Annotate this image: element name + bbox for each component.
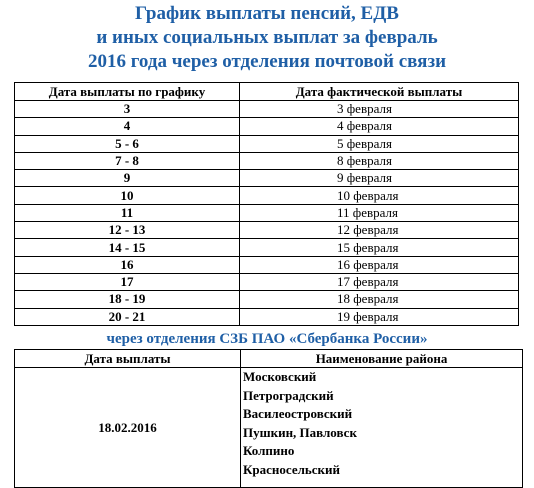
table-row: [15, 222, 519, 239]
title-line-3: 2016 года через отделения почтовой связи: [87, 51, 447, 72]
table-row: [15, 152, 519, 169]
table-row: [15, 101, 519, 118]
actual-date-cell: [240, 308, 519, 325]
actual-date-cell: [240, 170, 519, 187]
actual-date-text: 19 февраля: [337, 308, 399, 324]
header-payment-date: Дата выплаты: [15, 350, 241, 368]
scheduled-date-cell: 14 - 15: [15, 239, 240, 256]
header-district-name: Наименование района: [241, 350, 523, 368]
table-row: [15, 187, 519, 204]
header-actual-date: Дата фактической выплаты: [240, 83, 519, 101]
district-list: [241, 368, 523, 488]
table-row: [15, 308, 519, 325]
actual-date-text: 16 февраля: [337, 256, 399, 272]
table-row: [15, 291, 519, 308]
post-schedule-table: [14, 82, 519, 326]
actual-date-cell: [240, 239, 519, 256]
scheduled-date-cell: 9: [15, 170, 240, 187]
scheduled-date-cell: 17: [15, 273, 240, 290]
district-name: Колпино: [243, 443, 295, 458]
table-row: [15, 135, 519, 152]
table-row: [15, 368, 523, 488]
bank-schedule-table: [14, 349, 523, 488]
actual-date-text: 12 февраля: [337, 222, 399, 238]
actual-date-cell: [240, 101, 519, 118]
header-scheduled-date: Дата выплаты по графику: [15, 83, 240, 101]
scheduled-date-cell: 20 - 21: [15, 308, 240, 325]
actual-date-cell: [240, 273, 519, 290]
table-row: [15, 239, 519, 256]
actual-date-cell: [240, 256, 519, 273]
actual-date-text: 4 февраля: [337, 118, 392, 134]
district-name: Петроградский: [243, 387, 334, 403]
scheduled-date-cell: 18 - 19: [15, 291, 240, 308]
actual-date-cell: [240, 204, 519, 221]
district-name: Московский: [243, 369, 317, 384]
scheduled-date-cell: 4: [15, 118, 240, 135]
district-name: Красносельский: [243, 461, 341, 477]
actual-date-text: 18 февраля: [337, 291, 399, 307]
bank-subtitle: через отделения СЗБ ПАО «Сбербанка России»: [106, 331, 428, 347]
actual-date-cell: [240, 135, 519, 152]
table-row: [15, 256, 519, 273]
scheduled-date-cell: 7 - 8: [15, 152, 240, 169]
scheduled-date-cell: 12 - 13: [15, 222, 240, 239]
scheduled-date-cell: 5 - 6: [15, 135, 240, 152]
scheduled-date-cell: 16: [15, 256, 240, 273]
actual-date-cell: [240, 291, 519, 308]
title-line-2: и иных социальных выплат за февраль: [96, 27, 438, 48]
table-header-row: [15, 350, 523, 368]
actual-date-text: 17 февраля: [337, 274, 399, 290]
actual-date-cell: [240, 187, 519, 204]
scheduled-date-cell: 10: [15, 187, 240, 204]
scheduled-date-cell: 3: [15, 101, 240, 118]
table-row: [15, 170, 519, 187]
table-row: [15, 273, 519, 290]
payment-date: 18.02.2016: [15, 368, 241, 488]
actual-date-text: 3 февраля: [337, 101, 392, 117]
document-title: [0, 2, 534, 74]
table-row: [15, 118, 519, 135]
actual-date-text: 11 февраля: [337, 204, 398, 220]
table-row: [15, 204, 519, 221]
actual-date-cell: [240, 152, 519, 169]
actual-date-cell: [240, 222, 519, 239]
district-name: Василеостровский: [243, 406, 353, 421]
actual-date-text: 5 февраля: [337, 135, 392, 151]
title-line-1: График выплаты пенсий, ЕДВ: [135, 3, 399, 24]
actual-date-text: 9 февраля: [337, 170, 392, 186]
scheduled-date-cell: 11: [15, 204, 240, 221]
actual-date-cell: [240, 118, 519, 135]
actual-date-text: 8 февраля: [337, 153, 392, 169]
table-header-row: [15, 83, 519, 101]
actual-date-text: 10 февраля: [337, 187, 399, 203]
actual-date-text: 15 февраля: [337, 239, 399, 255]
district-name: Пушкин, Павловск: [243, 424, 357, 440]
